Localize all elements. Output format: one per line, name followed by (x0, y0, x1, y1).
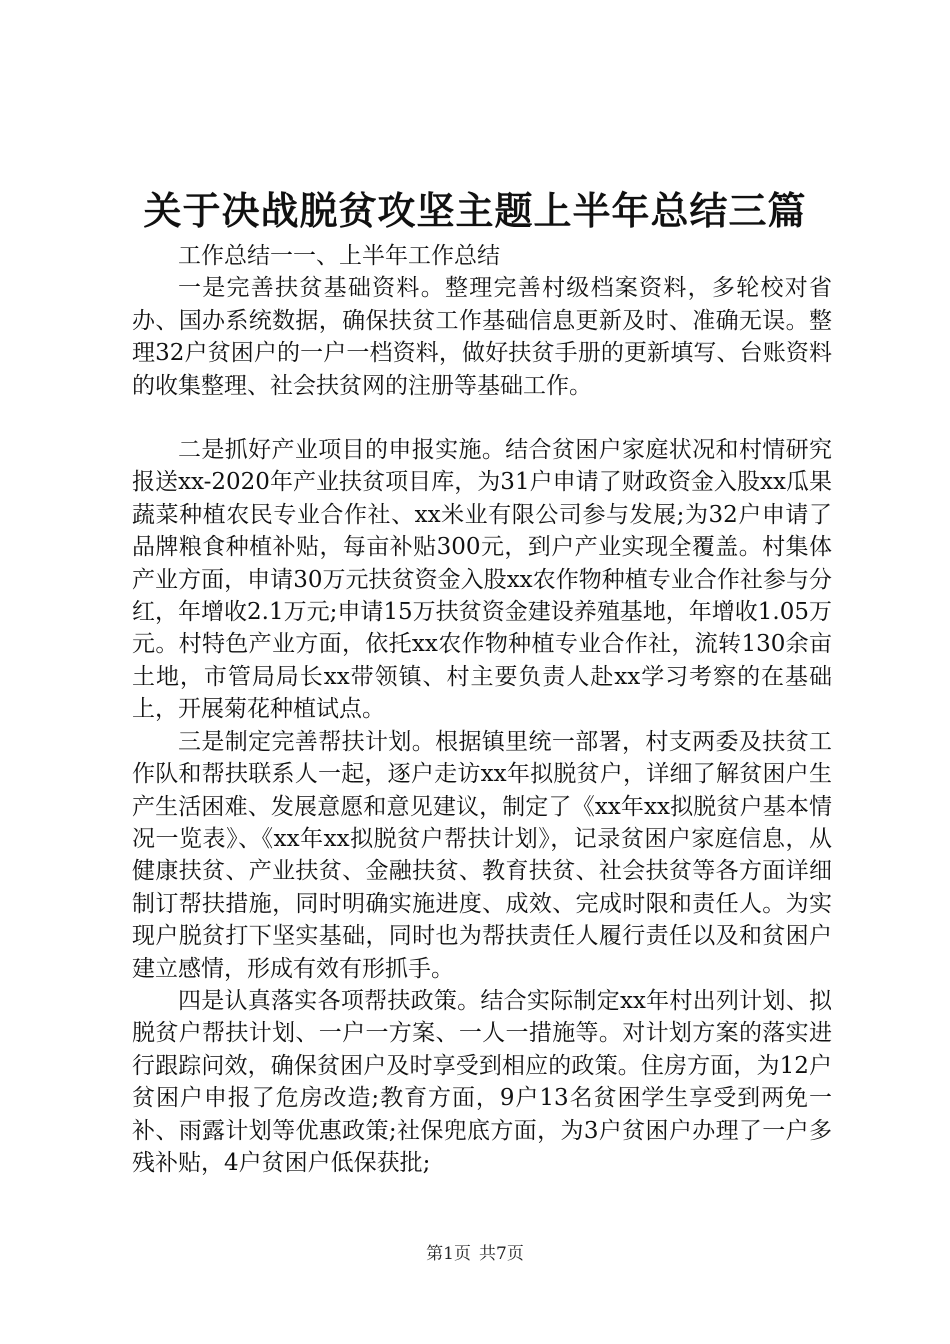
document-title: 关于决战脱贫攻坚主题上半年总结三篇 (143, 188, 807, 233)
paragraph-item-4: 四是认真落实各项帮扶政策。结合实际制定xx年村出列计划、拟脱贫户帮扶计划、一户一方案、一人一措施等。对计划方案的落实进行跟踪问效，确保贫困户及时享受到相应的政策。住房方面，为12户贫困户申报了危房改造;教育方面，9户13名贫困学生享受到两免一补、雨露计划等优惠政策;社保兜底方面，为3户贫困户办理了一户多残补贴，4户贫困户低保获批; (132, 987, 832, 1176)
paragraph-item-2: 二是抓好产业项目的申报实施。结合贫困户家庭状况和村情研究报送xx-2020年产业扶贫项目库，为31户申请了财政资金入股xx瓜果蔬菜种植农民专业合作社、xx米业有限公司参与发展;为32户申请了品牌粮食种植补贴，每亩补贴300元，到户产业实现全覆盖。村集体产业方面，申请30万元扶贫资金入股xx农作物种植专业合作社参与分红，年增收2.1万元;申请15万扶贫资金建设养殖基地，年增收1.05万元。村特色产业方面，依托xx农作物种植专业合作社，流转130余亩土地，市管局局长xx带领镇、村主要负责人赴xx学习考察的在基础上，开展菊花种植试点。 (132, 437, 832, 723)
page-number: 第1页 (426, 1244, 471, 1264)
page-total: 共7页 (479, 1244, 524, 1264)
paragraph-section-heading: 工作总结一一、上半年工作总结 (178, 243, 500, 269)
document-body (132, 240, 832, 1179)
paragraph-item-3: 三是制定完善帮扶计划。根据镇里统一部署，村支两委及扶贫工作队和帮扶联系人一起，逐户走访xx年拟脱贫户，详细了解贫困户生产生活困难、发展意愿和意见建议，制定了《xx年xx拟脱贫户基本情况一览表》、《xx年xx拟脱贫户帮扶计划》，记录贫困户家庭信息，从健康扶贫、产业扶贫、金融扶贫、教育扶贫、社会扶贫等各方面详细制订帮扶措施，同时明确实施进度、成效、完成时限和责任人。为实现户脱贫打下坚实基础，同时也为帮扶责任人履行责任以及和贫困户建立感情，形成有效有形抓手。 (132, 728, 832, 982)
paragraph-item-1: 一是完善扶贫基础资料。整理完善村级档案资料，多轮校对省办、国办系统数据，确保扶贫工作基础信息更新及时、准确无误。整理32户贫困户的一户一档资料，做好扶贫手册的更新填写、台账资料的收集整理、社会扶贫网的注册等基础工作。 (132, 275, 832, 399)
page-footer (0, 1243, 950, 1265)
